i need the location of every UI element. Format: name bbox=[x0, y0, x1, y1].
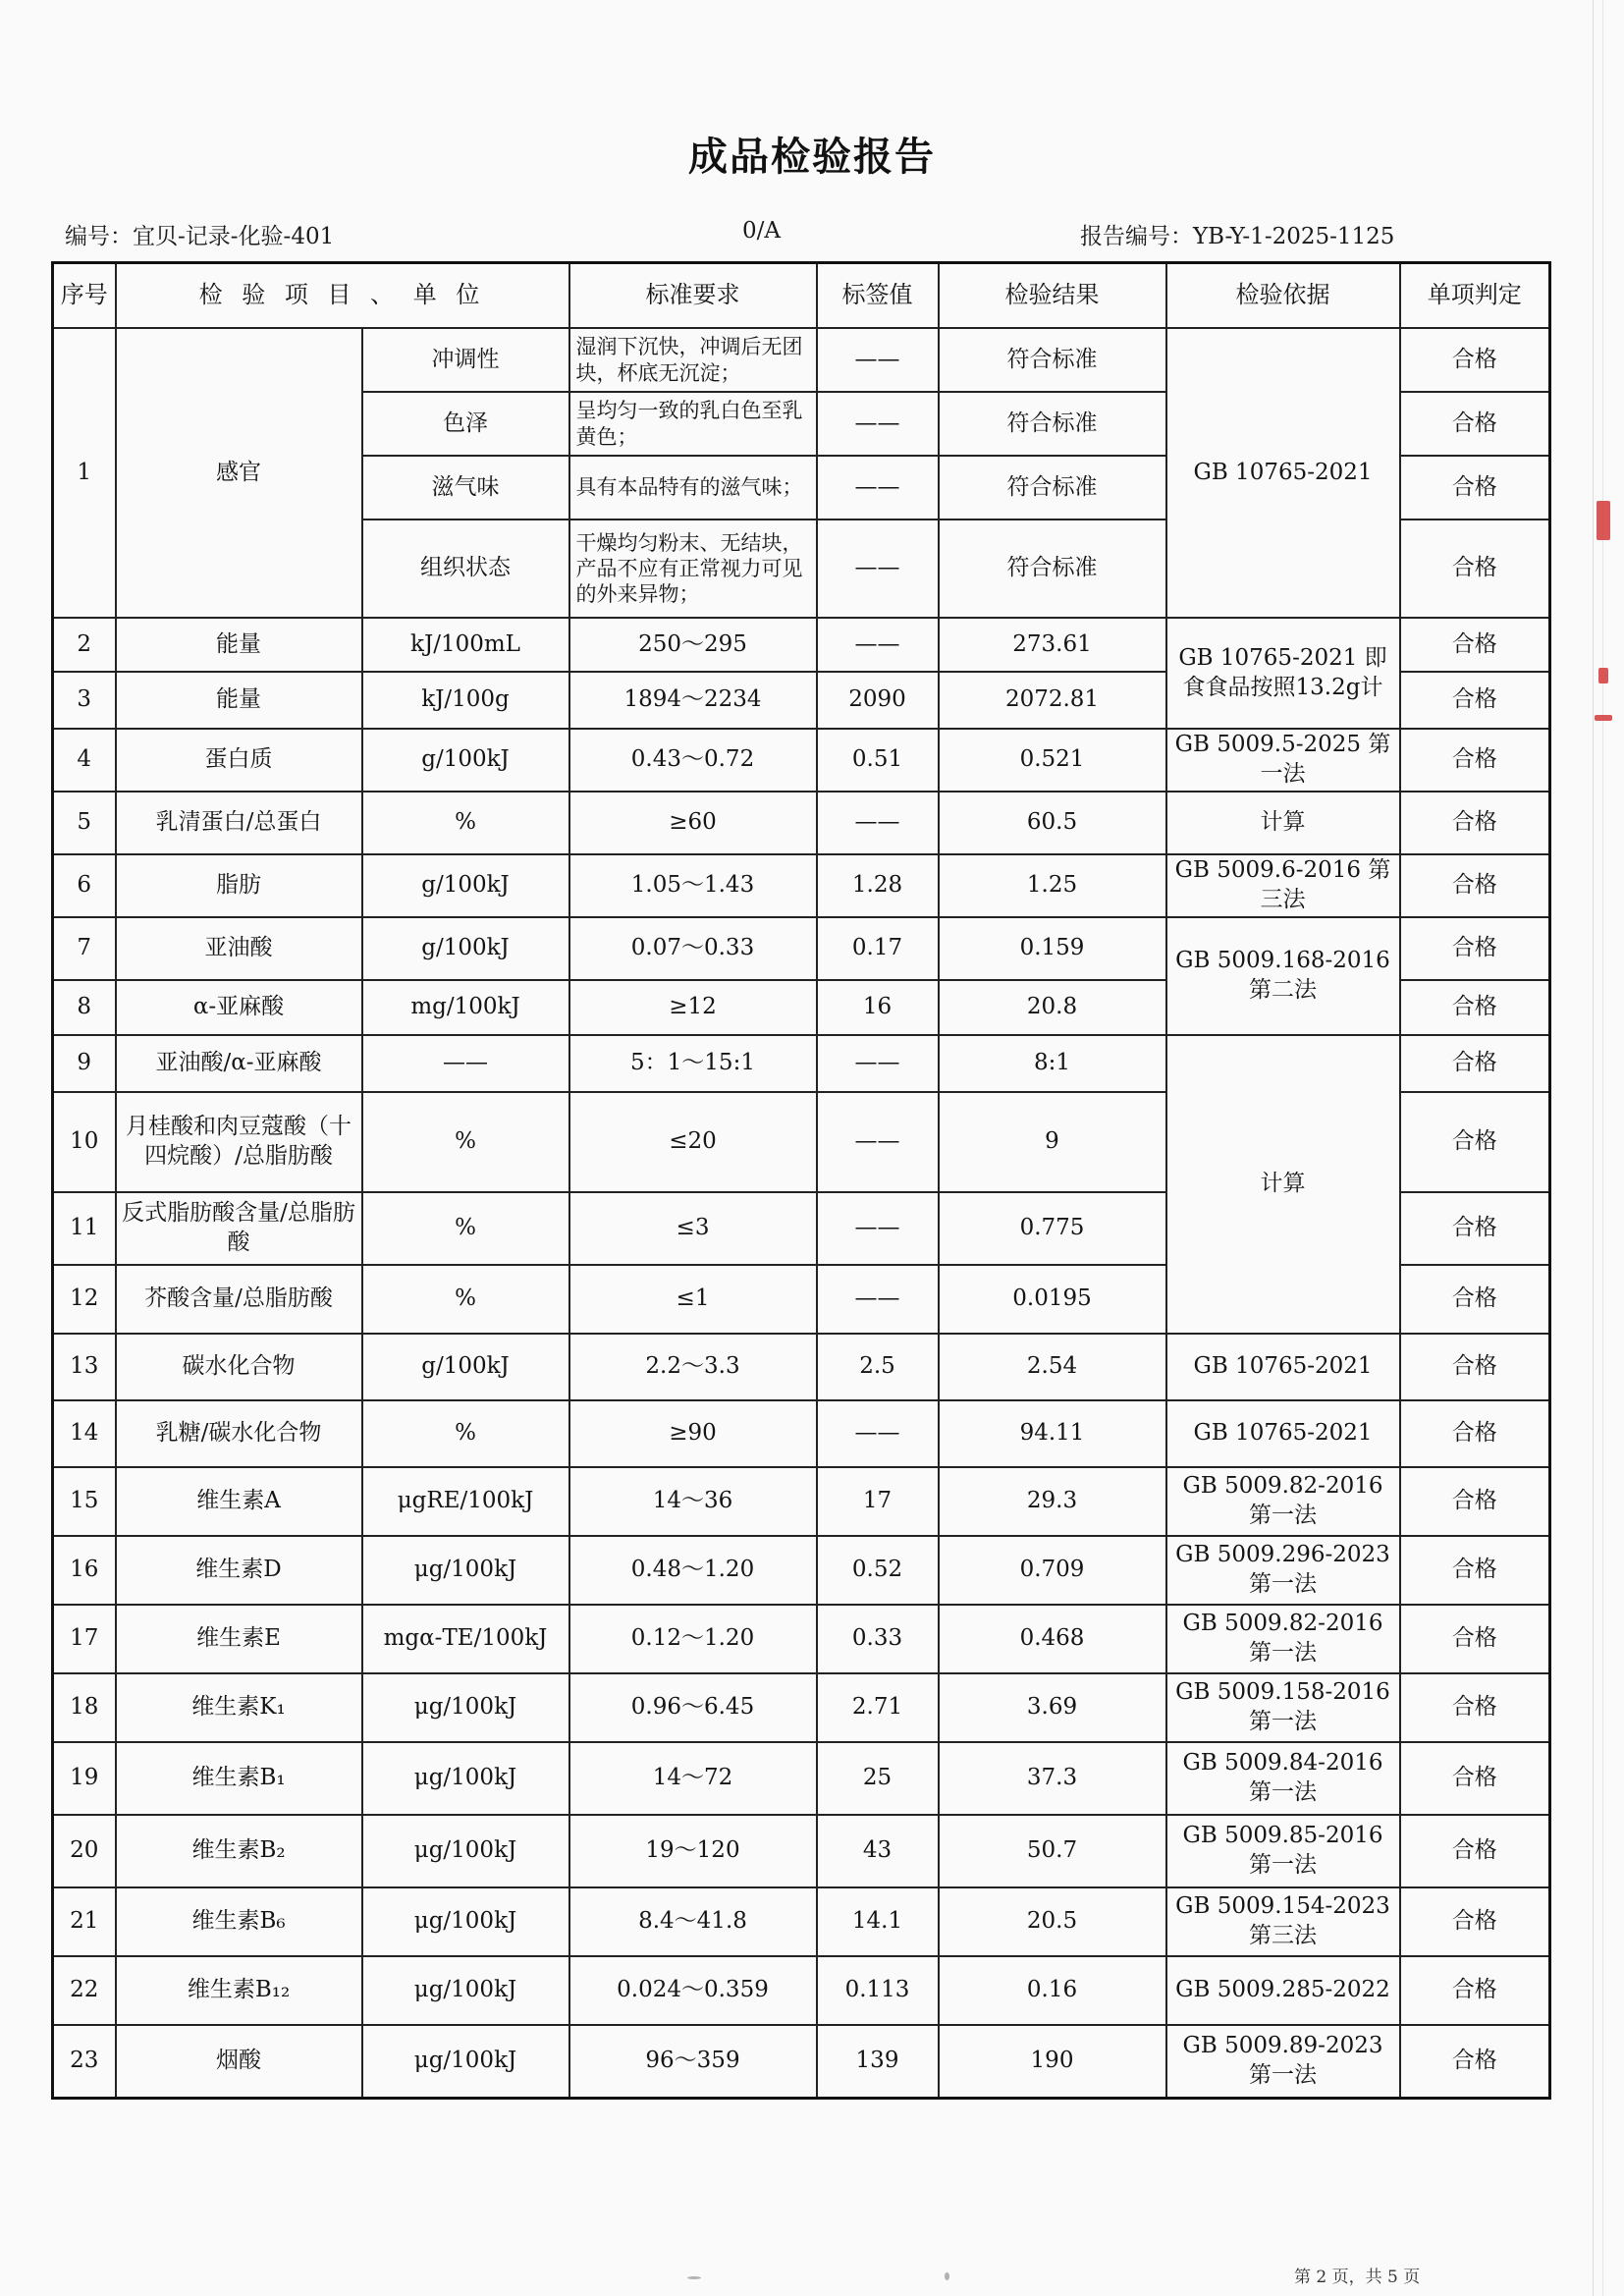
sub-item-cell: 滋气味 bbox=[362, 456, 569, 519]
unit-cell: % bbox=[362, 792, 569, 854]
label-value-cell: 0.17 bbox=[817, 917, 939, 980]
table-row bbox=[53, 854, 1550, 917]
judgement-cell: 合格 bbox=[1400, 792, 1550, 854]
standard-cell: 2.2～3.3 bbox=[569, 1334, 817, 1400]
table-row bbox=[53, 1400, 1550, 1467]
item-cell: 乳清蛋白/总蛋白 bbox=[116, 792, 362, 854]
unit-cell: μg/100kJ bbox=[362, 2025, 569, 2098]
judgement-cell: 合格 bbox=[1400, 328, 1550, 392]
item-cell: 亚油酸/α-亚麻酸 bbox=[116, 1035, 362, 1092]
label-value-cell: 17 bbox=[817, 1467, 939, 1536]
standard-cell: 具有本品特有的滋气味； bbox=[569, 456, 817, 519]
result-cell: 0.709 bbox=[939, 1536, 1166, 1605]
standard-cell: 0.07～0.33 bbox=[569, 917, 817, 980]
table-row bbox=[53, 1815, 1550, 1887]
judgement-cell: 合格 bbox=[1400, 392, 1550, 456]
basis-cell: GB 10765-2021 即食食品按照13.2g计 bbox=[1166, 618, 1400, 729]
result-cell: 20.8 bbox=[939, 980, 1166, 1035]
seq-cell: 14 bbox=[53, 1400, 116, 1467]
basis-cell: GB 10765-2021 bbox=[1166, 1334, 1400, 1400]
item-cell: 维生素B₁₂ bbox=[116, 1956, 362, 2025]
unit-cell: kJ/100g bbox=[362, 672, 569, 729]
scan-speck bbox=[945, 2272, 949, 2280]
item-cell: 维生素B₁ bbox=[116, 1742, 362, 1815]
page-number: 第 2 页，共 5 页 bbox=[1294, 2268, 1421, 2287]
label-value-cell: —— bbox=[817, 618, 939, 672]
result-cell: 190 bbox=[939, 2025, 1166, 2098]
col-item-unit: 检 验 项 目 、 单 位 bbox=[116, 263, 569, 329]
basis-cell: GB 5009.89-2023 第一法 bbox=[1166, 2025, 1400, 2098]
judgement-cell: 合格 bbox=[1400, 980, 1550, 1035]
judgement-cell: 合格 bbox=[1400, 2025, 1550, 2098]
table-row bbox=[53, 1467, 1550, 1536]
table-row bbox=[53, 1536, 1550, 1605]
result-cell: 2.54 bbox=[939, 1334, 1166, 1400]
item-cell: 维生素B₂ bbox=[116, 1815, 362, 1887]
table-row bbox=[53, 1742, 1550, 1815]
basis-cell: GB 5009.285-2022 bbox=[1166, 1956, 1400, 2025]
result-cell: 符合标准 bbox=[939, 328, 1166, 392]
table-row bbox=[53, 1673, 1550, 1742]
item-cell: 反式脂肪酸含量/总脂肪酸 bbox=[116, 1192, 362, 1265]
sub-item-cell: 色泽 bbox=[362, 392, 569, 456]
table-row bbox=[53, 1956, 1550, 2025]
judgement-cell: 合格 bbox=[1400, 1815, 1550, 1887]
basis-cell: GB 5009.168-2016 第二法 bbox=[1166, 917, 1400, 1035]
seq-cell: 17 bbox=[53, 1605, 116, 1673]
judgement-cell: 合格 bbox=[1400, 1192, 1550, 1265]
inspection-table bbox=[51, 261, 1551, 2100]
sub-item-cell: 组织状态 bbox=[362, 519, 569, 618]
seq-cell: 2 bbox=[53, 618, 116, 672]
label-value-cell: 0.113 bbox=[817, 1956, 939, 2025]
item-cell: 维生素A bbox=[116, 1467, 362, 1536]
label-value-cell: —— bbox=[817, 1192, 939, 1265]
unit-cell: μg/100kJ bbox=[362, 1742, 569, 1815]
label-value-cell: —— bbox=[817, 392, 939, 456]
table-row bbox=[53, 1035, 1550, 1092]
sub-item-cell: 冲调性 bbox=[362, 328, 569, 392]
red-stamp-edge bbox=[1598, 668, 1608, 683]
page-edge-line bbox=[1593, 0, 1594, 2296]
col-judgement: 单项判定 bbox=[1400, 263, 1550, 329]
standard-cell: 0.12～1.20 bbox=[569, 1605, 817, 1673]
basis-cell: GB 5009.85-2016 第一法 bbox=[1166, 1815, 1400, 1887]
result-cell: 20.5 bbox=[939, 1887, 1166, 1956]
judgement-cell: 合格 bbox=[1400, 456, 1550, 519]
result-cell: 29.3 bbox=[939, 1467, 1166, 1536]
label-value-cell: 2.5 bbox=[817, 1334, 939, 1400]
seq-cell: 3 bbox=[53, 672, 116, 729]
result-cell: 0.159 bbox=[939, 917, 1166, 980]
judgement-cell: 合格 bbox=[1400, 854, 1550, 917]
judgement-cell: 合格 bbox=[1400, 1742, 1550, 1815]
standard-cell: 呈均匀一致的乳白色至乳黄色； bbox=[569, 392, 817, 456]
label-value-cell: —— bbox=[817, 792, 939, 854]
judgement-cell: 合格 bbox=[1400, 1334, 1550, 1400]
judgement-cell: 合格 bbox=[1400, 1956, 1550, 2025]
result-cell: 8:1 bbox=[939, 1035, 1166, 1092]
report-title: 成品检验报告 bbox=[688, 135, 936, 180]
seq-cell: 19 bbox=[53, 1742, 116, 1815]
unit-cell: μg/100kJ bbox=[362, 1673, 569, 1742]
col-seq: 序号 bbox=[53, 263, 116, 329]
unit-cell: μg/100kJ bbox=[362, 1956, 569, 2025]
standard-cell: ≥60 bbox=[569, 792, 817, 854]
result-cell: 符合标准 bbox=[939, 456, 1166, 519]
unit-cell: g/100kJ bbox=[362, 917, 569, 980]
item-cell: 烟酸 bbox=[116, 2025, 362, 2098]
seq-cell: 13 bbox=[53, 1334, 116, 1400]
basis-cell: GB 5009.82-2016 第一法 bbox=[1166, 1605, 1400, 1673]
item-cell: 月桂酸和肉豆蔻酸（十四烷酸）/总脂肪酸 bbox=[116, 1092, 362, 1192]
result-cell: 94.11 bbox=[939, 1400, 1166, 1467]
scan-speck bbox=[687, 2276, 701, 2279]
table-row bbox=[53, 1334, 1550, 1400]
result-cell: 1.25 bbox=[939, 854, 1166, 917]
revision: 0/A bbox=[742, 218, 781, 244]
item-cell: 碳水化合物 bbox=[116, 1334, 362, 1400]
label-value-cell: —— bbox=[817, 519, 939, 618]
red-stamp-edge bbox=[1595, 715, 1612, 721]
basis-cell: GB 10765-2021 bbox=[1166, 328, 1400, 618]
result-cell: 符合标准 bbox=[939, 519, 1166, 618]
judgement-cell: 合格 bbox=[1400, 1467, 1550, 1536]
standard-cell: ≤3 bbox=[569, 1192, 817, 1265]
standard-cell: 0.96～6.45 bbox=[569, 1673, 817, 1742]
standard-cell: 8.4～41.8 bbox=[569, 1887, 817, 1956]
unit-cell: mgα-TE/100kJ bbox=[362, 1605, 569, 1673]
item-cell: 维生素K₁ bbox=[116, 1673, 362, 1742]
table-row bbox=[53, 1887, 1550, 1956]
seq-cell: 8 bbox=[53, 980, 116, 1035]
label-value-cell: —— bbox=[817, 1035, 939, 1092]
standard-cell: 0.43～0.72 bbox=[569, 729, 817, 792]
seq-cell: 20 bbox=[53, 1815, 116, 1887]
standard-cell: 19～120 bbox=[569, 1815, 817, 1887]
judgement-cell: 合格 bbox=[1400, 1887, 1550, 1956]
unit-cell: % bbox=[362, 1265, 569, 1334]
seq-cell: 4 bbox=[53, 729, 116, 792]
judgement-cell: 合格 bbox=[1400, 1092, 1550, 1192]
standard-cell: ≥90 bbox=[569, 1400, 817, 1467]
col-result: 检验结果 bbox=[939, 263, 1166, 329]
standard-cell: 1.05～1.43 bbox=[569, 854, 817, 917]
label-value-cell: 0.51 bbox=[817, 729, 939, 792]
item-cell: 能量 bbox=[116, 618, 362, 672]
label-value-cell: 1.28 bbox=[817, 854, 939, 917]
label-value-cell: 0.52 bbox=[817, 1536, 939, 1605]
standard-cell: 0.48～1.20 bbox=[569, 1536, 817, 1605]
basis-cell: GB 5009.6-2016 第三法 bbox=[1166, 854, 1400, 917]
judgement-cell: 合格 bbox=[1400, 1265, 1550, 1334]
table-row bbox=[53, 2025, 1550, 2098]
item-cell: 感官 bbox=[116, 328, 362, 618]
table-row bbox=[53, 328, 1550, 392]
standard-cell: 96～359 bbox=[569, 2025, 817, 2098]
judgement-cell: 合格 bbox=[1400, 1035, 1550, 1092]
seq-cell: 11 bbox=[53, 1192, 116, 1265]
seq-cell: 7 bbox=[53, 917, 116, 980]
unit-cell: % bbox=[362, 1192, 569, 1265]
seq-cell: 10 bbox=[53, 1092, 116, 1192]
judgement-cell: 合格 bbox=[1400, 917, 1550, 980]
basis-cell: GB 5009.158-2016 第一法 bbox=[1166, 1673, 1400, 1742]
unit-cell: % bbox=[362, 1400, 569, 1467]
basis-cell: GB 5009.5-2025 第一法 bbox=[1166, 729, 1400, 792]
red-stamp-edge bbox=[1597, 501, 1610, 540]
unit-cell: mg/100kJ bbox=[362, 980, 569, 1035]
table-row bbox=[53, 1605, 1550, 1673]
basis-cell: GB 10765-2021 bbox=[1166, 1400, 1400, 1467]
item-cell: 维生素E bbox=[116, 1605, 362, 1673]
result-cell: 0.0195 bbox=[939, 1265, 1166, 1334]
seq-cell: 22 bbox=[53, 1956, 116, 2025]
item-cell: 能量 bbox=[116, 672, 362, 729]
report-number: 报告编号：YB-Y-1-2025-1125 bbox=[1080, 224, 1395, 249]
record-number: 编号：宜贝-记录-化验-401 bbox=[65, 224, 335, 249]
judgement-cell: 合格 bbox=[1400, 1605, 1550, 1673]
standard-cell: 14～72 bbox=[569, 1742, 817, 1815]
unit-cell: —— bbox=[362, 1035, 569, 1092]
unit-cell: μg/100kJ bbox=[362, 1887, 569, 1956]
seq-cell: 21 bbox=[53, 1887, 116, 1956]
standard-cell: 干燥均匀粉末、无结块，产品不应有正常视力可见的外来异物； bbox=[569, 519, 817, 618]
label-value-cell: —— bbox=[817, 328, 939, 392]
standard-cell: 0.024～0.359 bbox=[569, 1956, 817, 2025]
label-value-cell: —— bbox=[817, 1400, 939, 1467]
seq-cell: 5 bbox=[53, 792, 116, 854]
judgement-cell: 合格 bbox=[1400, 1400, 1550, 1467]
label-value-cell: 2090 bbox=[817, 672, 939, 729]
unit-cell: μg/100kJ bbox=[362, 1815, 569, 1887]
unit-cell: % bbox=[362, 1092, 569, 1192]
label-value-cell: 14.1 bbox=[817, 1887, 939, 1956]
col-label-value: 标签值 bbox=[817, 263, 939, 329]
result-cell: 9 bbox=[939, 1092, 1166, 1192]
table-row bbox=[53, 729, 1550, 792]
item-cell: 芥酸含量/总脂肪酸 bbox=[116, 1265, 362, 1334]
item-cell: 维生素D bbox=[116, 1536, 362, 1605]
label-value-cell: —— bbox=[817, 456, 939, 519]
seq-cell: 1 bbox=[53, 328, 116, 618]
result-cell: 50.7 bbox=[939, 1815, 1166, 1887]
seq-cell: 6 bbox=[53, 854, 116, 917]
standard-cell: ≥12 bbox=[569, 980, 817, 1035]
table-row bbox=[53, 792, 1550, 854]
judgement-cell: 合格 bbox=[1400, 1673, 1550, 1742]
item-cell: 亚油酸 bbox=[116, 917, 362, 980]
seq-cell: 23 bbox=[53, 2025, 116, 2098]
col-standard: 标准要求 bbox=[569, 263, 817, 329]
standard-cell: ≤1 bbox=[569, 1265, 817, 1334]
label-value-cell: 139 bbox=[817, 2025, 939, 2098]
item-cell: 维生素B₆ bbox=[116, 1887, 362, 1956]
header-row bbox=[53, 263, 1550, 329]
judgement-cell: 合格 bbox=[1400, 1536, 1550, 1605]
item-cell: 蛋白质 bbox=[116, 729, 362, 792]
standard-cell: 湿润下沉快，冲调后无团块，杯底无沉淀； bbox=[569, 328, 817, 392]
unit-cell: μgRE/100kJ bbox=[362, 1467, 569, 1536]
basis-cell: GB 5009.154-2023 第三法 bbox=[1166, 1887, 1400, 1956]
unit-cell: kJ/100mL bbox=[362, 618, 569, 672]
seq-cell: 12 bbox=[53, 1265, 116, 1334]
label-value-cell: —— bbox=[817, 1265, 939, 1334]
item-cell: 乳糖/碳水化合物 bbox=[116, 1400, 362, 1467]
result-cell: 3.69 bbox=[939, 1673, 1166, 1742]
label-value-cell: 43 bbox=[817, 1815, 939, 1887]
label-value-cell: 0.33 bbox=[817, 1605, 939, 1673]
result-cell: 37.3 bbox=[939, 1742, 1166, 1815]
basis-cell: 计算 bbox=[1166, 1035, 1400, 1334]
standard-cell: 5：1～15:1 bbox=[569, 1035, 817, 1092]
result-cell: 0.775 bbox=[939, 1192, 1166, 1265]
basis-cell: GB 5009.296-2023 第一法 bbox=[1166, 1536, 1400, 1605]
label-value-cell: 16 bbox=[817, 980, 939, 1035]
result-cell: 2072.81 bbox=[939, 672, 1166, 729]
judgement-cell: 合格 bbox=[1400, 519, 1550, 618]
standard-cell: 14～36 bbox=[569, 1467, 817, 1536]
basis-cell: GB 5009.82-2016 第一法 bbox=[1166, 1467, 1400, 1536]
unit-cell: g/100kJ bbox=[362, 854, 569, 917]
result-cell: 符合标准 bbox=[939, 392, 1166, 456]
item-cell: α-亚麻酸 bbox=[116, 980, 362, 1035]
unit-cell: g/100kJ bbox=[362, 729, 569, 792]
seq-cell: 15 bbox=[53, 1467, 116, 1536]
result-cell: 0.16 bbox=[939, 1956, 1166, 2025]
page-edge-line bbox=[1602, 0, 1603, 2296]
seq-cell: 9 bbox=[53, 1035, 116, 1092]
judgement-cell: 合格 bbox=[1400, 672, 1550, 729]
table-row bbox=[53, 917, 1550, 980]
result-cell: 0.521 bbox=[939, 729, 1166, 792]
standard-cell: 250～295 bbox=[569, 618, 817, 672]
standard-cell: ≤20 bbox=[569, 1092, 817, 1192]
table-row bbox=[53, 618, 1550, 672]
label-value-cell: 25 bbox=[817, 1742, 939, 1815]
unit-cell: g/100kJ bbox=[362, 1334, 569, 1400]
basis-cell: GB 5009.84-2016 第一法 bbox=[1166, 1742, 1400, 1815]
judgement-cell: 合格 bbox=[1400, 729, 1550, 792]
seq-cell: 16 bbox=[53, 1536, 116, 1605]
col-basis: 检验依据 bbox=[1166, 263, 1400, 329]
standard-cell: 1894～2234 bbox=[569, 672, 817, 729]
basis-cell: 计算 bbox=[1166, 792, 1400, 854]
label-value-cell: —— bbox=[817, 1092, 939, 1192]
judgement-cell: 合格 bbox=[1400, 618, 1550, 672]
item-cell: 脂肪 bbox=[116, 854, 362, 917]
result-cell: 60.5 bbox=[939, 792, 1166, 854]
result-cell: 0.468 bbox=[939, 1605, 1166, 1673]
result-cell: 273.61 bbox=[939, 618, 1166, 672]
label-value-cell: 2.71 bbox=[817, 1673, 939, 1742]
unit-cell: μg/100kJ bbox=[362, 1536, 569, 1605]
seq-cell: 18 bbox=[53, 1673, 116, 1742]
